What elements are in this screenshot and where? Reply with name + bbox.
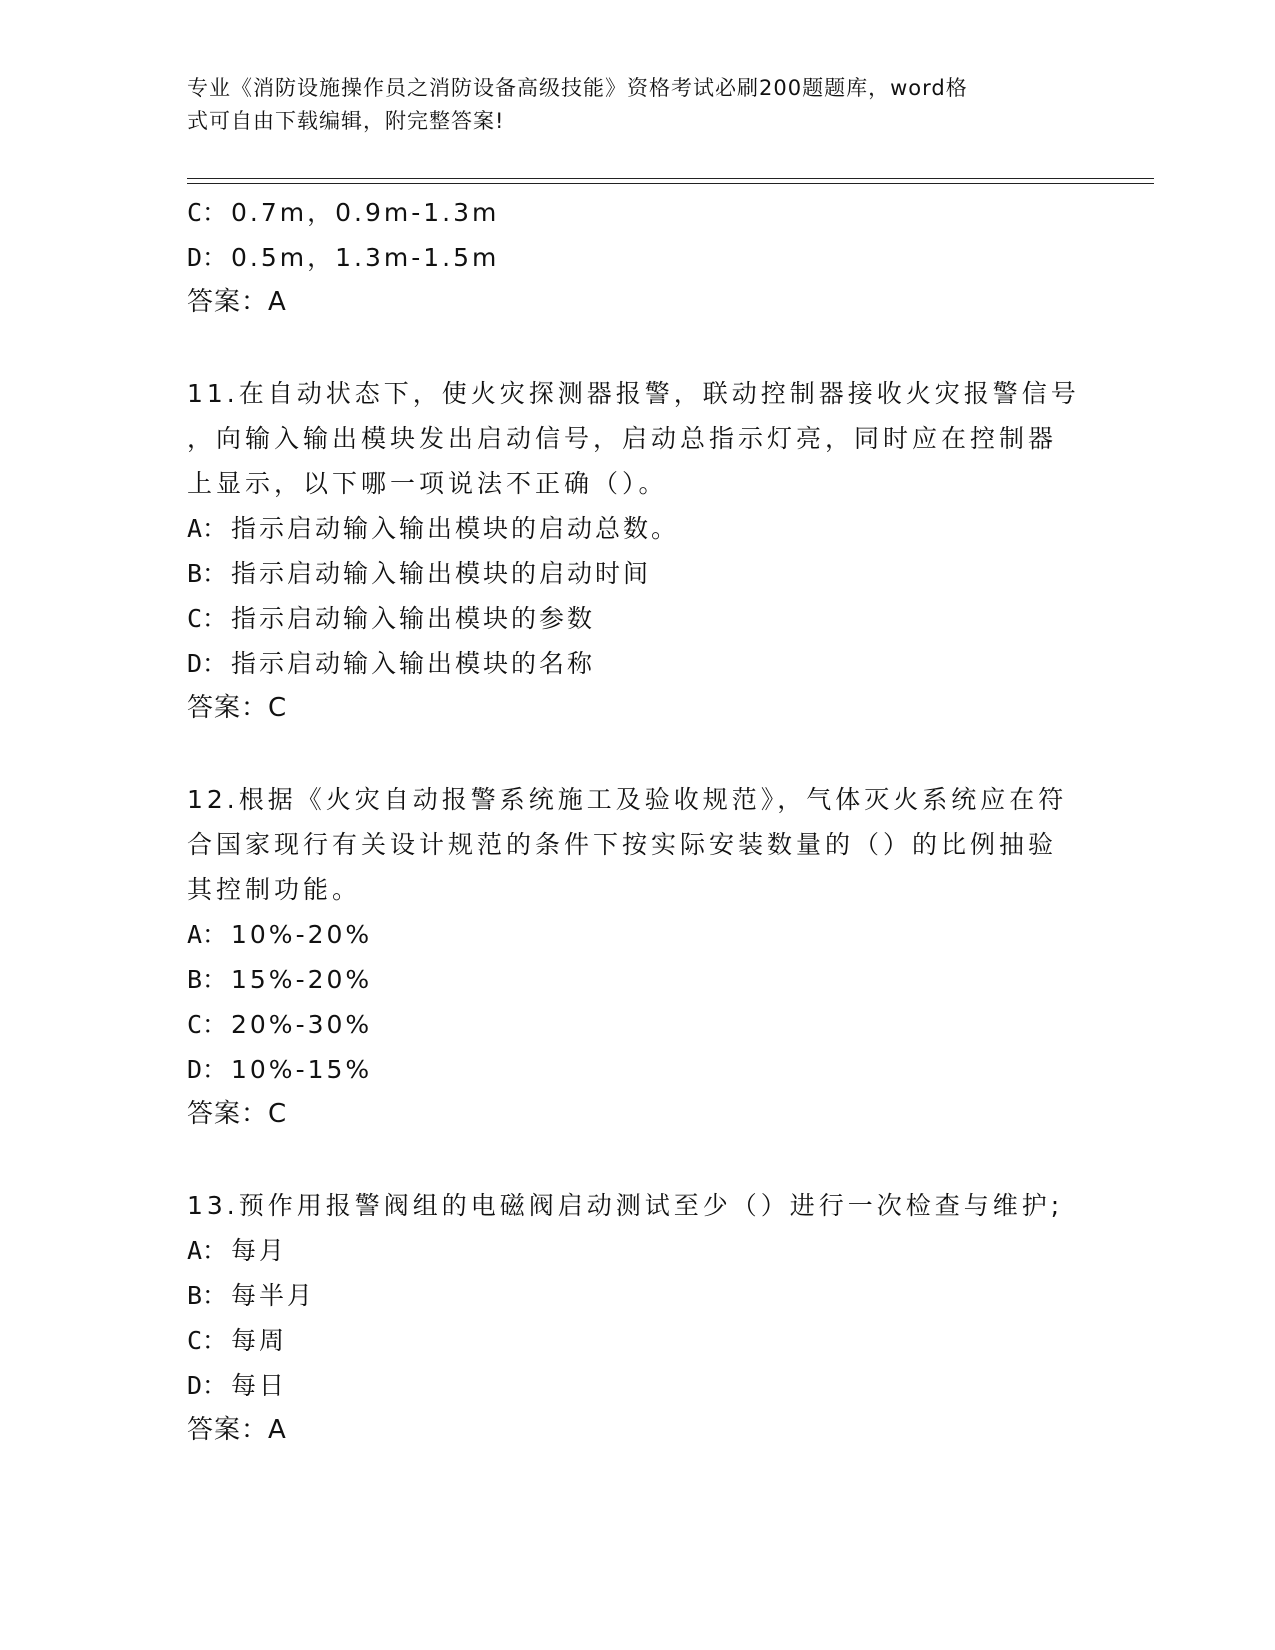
question-stem-line: 12.根据《火灾自动报警系统施工及验收规范》，气体灭火系统应在符 — [187, 785, 1068, 814]
question-10-continued — [187, 190, 1087, 325]
option-b — [187, 1273, 1087, 1318]
option-c — [187, 596, 1087, 641]
option-text: 15%-20% — [231, 965, 373, 994]
header-rule-top — [187, 178, 1154, 179]
option-text: 指示启动输入输出模块的启动总数。 — [231, 514, 680, 543]
document-header — [187, 72, 1087, 138]
option-text: 每半月 — [231, 1281, 316, 1310]
question-11 — [187, 371, 1087, 731]
question-stem-line: 13.预作用报警阀组的电磁阀启动测试至少（）进行一次检查与维护; — [187, 1191, 1064, 1220]
header-line-2: 式可自由下载编辑，附完整答案! — [187, 109, 505, 133]
option-b — [187, 957, 1087, 1002]
option-text: 10%-20% — [231, 920, 373, 949]
option-letter: A： — [187, 1236, 228, 1265]
option-text: 每日 — [231, 1371, 288, 1400]
option-text: 每周 — [231, 1326, 288, 1355]
answer-line: 答案：A — [187, 287, 287, 317]
option-letter: C： — [187, 604, 228, 633]
option-letter: A： — [187, 920, 228, 949]
option-letter: B： — [187, 965, 228, 994]
option-text: 0.7m，0.9m-1.3m — [231, 198, 500, 227]
question-stem-line: 上显示，以下哪一项说法不正确（）。 — [187, 469, 668, 498]
document-body — [187, 190, 1087, 1453]
option-letter: C： — [187, 198, 228, 227]
option-text: 10%-15% — [231, 1055, 373, 1084]
option-letter: D： — [187, 649, 228, 678]
option-b — [187, 551, 1087, 596]
option-d — [187, 235, 1087, 280]
header-line-1: 专业《消防设施操作员之消防设备高级技能》资格考试必刷200题题库，word格 — [187, 76, 968, 100]
option-d — [187, 1047, 1087, 1092]
option-a — [187, 1228, 1087, 1273]
option-letter: B： — [187, 559, 228, 588]
option-d — [187, 641, 1087, 686]
question-stem-line: 11.在自动状态下，使火灾探测器报警，联动控制器接收火灾报警信号 — [187, 379, 1080, 408]
answer-line: 答案：A — [187, 1415, 287, 1445]
option-letter: C： — [187, 1010, 228, 1039]
option-text: 指示启动输入输出模块的参数 — [231, 604, 596, 633]
option-text: 0.5m，1.3m-1.5m — [231, 243, 500, 272]
header-rule-bottom — [187, 183, 1154, 184]
option-letter: B： — [187, 1281, 228, 1310]
option-text: 20%-30% — [231, 1010, 373, 1039]
option-c — [187, 190, 1087, 235]
option-a — [187, 912, 1087, 957]
option-d — [187, 1363, 1087, 1408]
question-stem-line: 其控制功能。 — [187, 875, 362, 904]
question-stem-line: 合国家现行有关设计规范的条件下按实际安装数量的（）的比例抽验 — [187, 830, 1058, 859]
question-12 — [187, 777, 1087, 1137]
answer-line: 答案：C — [187, 693, 288, 723]
option-text: 指示启动输入输出模块的名称 — [231, 649, 596, 678]
option-letter: D： — [187, 1371, 228, 1400]
option-letter: C： — [187, 1326, 228, 1355]
answer-line: 答案：C — [187, 1099, 288, 1129]
option-letter: D： — [187, 243, 228, 272]
option-a — [187, 506, 1087, 551]
option-c — [187, 1318, 1087, 1363]
option-text: 指示启动输入输出模块的启动时间 — [231, 559, 652, 588]
option-text: 每月 — [231, 1236, 288, 1265]
question-stem-line: ，向输入输出模块发出启动信号，启动总指示灯亮，同时应在控制器 — [187, 424, 1058, 453]
option-letter: D： — [187, 1055, 228, 1084]
option-c — [187, 1002, 1087, 1047]
question-13 — [187, 1183, 1087, 1453]
option-letter: A： — [187, 514, 228, 543]
